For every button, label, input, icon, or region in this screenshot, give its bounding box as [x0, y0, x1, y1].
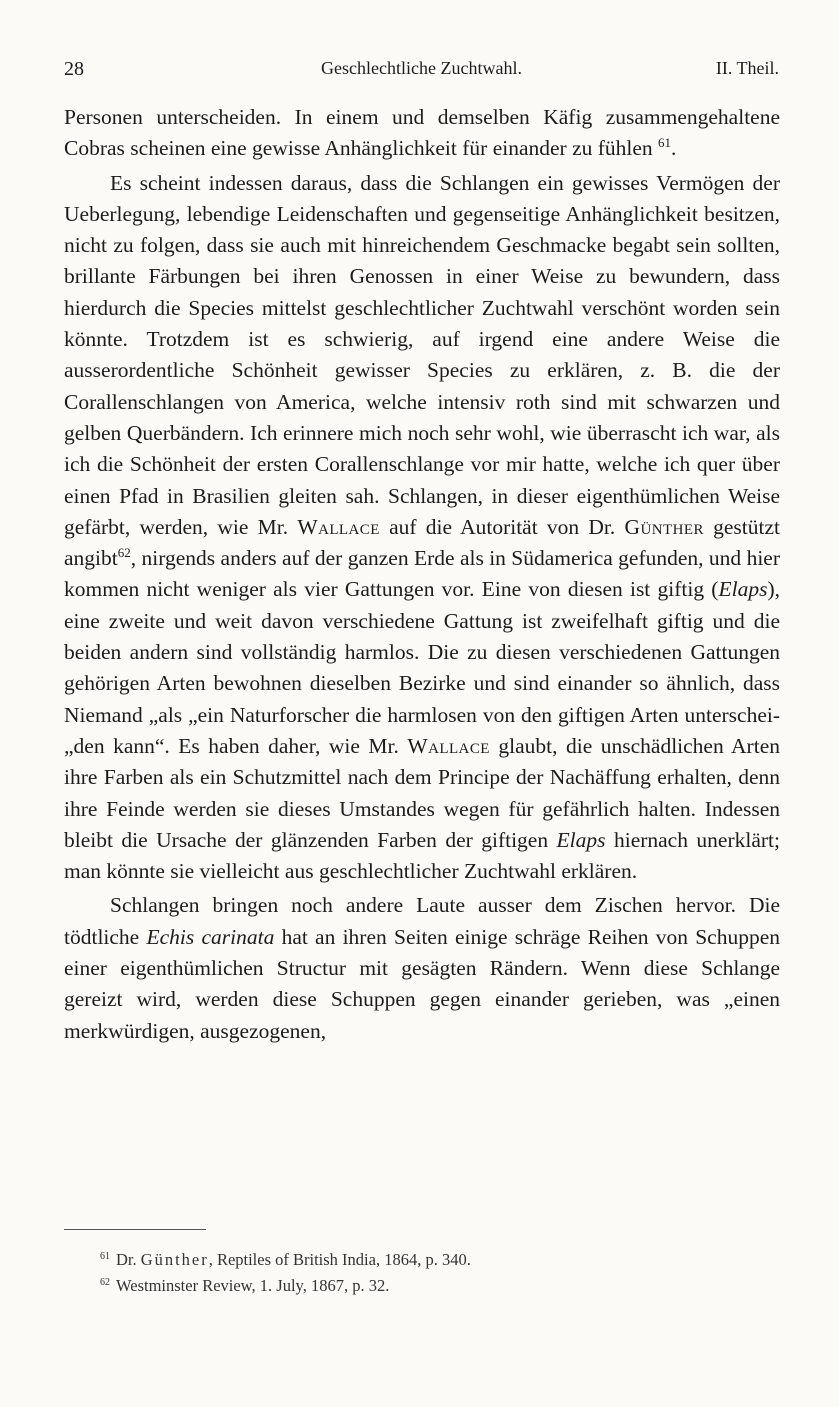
footnote-61: $^{61}$ Dr. Günther, Reptiles of British India, 1864, p. 340. [100, 1250, 471, 1269]
paragraph-1: Personen unterscheiden. In einem und demselben Käfig zusammengehaltene Cobras scheinen eine gewisse Anhänglichkeit für einander zu fühlen $^{61}$. [64, 105, 780, 161]
footnote-ref-62[interactable]: 62 [117, 545, 131, 561]
footnotes [100, 1247, 740, 1299]
species-name: Echis carinata [146, 924, 275, 949]
paragraph-3: Schlangen bringen noch andere Laute ausser dem Zischen hervor. Die tödtliche Echis carinata hat an ihren Seiten einige schräge Reihen von Schuppen einer eigenthümlichen Structur mit gesägten Rändern. Wenn diese Schlange gereizt wird, werden diese Schuppen gegen einander gerieben, was „einen merkwürdigen, ausgezogenen, [64, 893, 781, 1043]
footnote-divider [64, 1229, 206, 1230]
running-title: Geschlechtliche Zuchtwahl. [321, 58, 522, 78]
genus-name: Elaps [556, 827, 606, 852]
main-text [64, 102, 780, 1047]
author-name: Günther [624, 514, 704, 539]
footnote-author: Günther [140, 1250, 209, 1269]
paragraph-2: Es scheint indessen daraus, dass die Schlangen ein gewisses Vermögen der Ueberlegung, lebendige Leidenschaften und gegenseitige Anhänglichkeit besitzen, nicht zu folgen, dass sie auch mit hinreichendem Geschmacke begabt sein sollten, brillante Färbungen bei ihren Genossen in einer Weise zu bewundern, dass hierdurch die Species mittelst geschlechtlicher Zuchtwahl verschönt worden sein könnte. Trotzdem ist es schwierig, auf irgend eine andere Weise die ausserordentliche Schönheit gewisser Species zu erklären, z. B. die der Corallenschlangen von America, welche intensiv roth sind mit schwarzen und gelben Querbändern. Ich erinnere mich noch sehr wohl, wie überrascht ich war, als ich die Schönheit der ersten Corallenschlange vor mir hatte, welche ich quer über einen Pfad in Brasilien gleiten sah. Schlangen, in dieser eigenthümlichen Weise gefärbt, werden, wie Mr. Wallace auf die Autorität von Dr. Günther gestützt angibt$^{62}$, nirgends anders auf der ganzen Erde als in Südamerica gefunden, und hier kommen nicht weniger als vier Gattungen vor. Eine von diesen ist giftig (Elaps), eine zweite und weit davon verschiedene Gattung ist zweifelhaft giftig und die beiden andern sind vollständig harmlos. Die zu diesen verschiedenen Gattungen gehörigen Arten bewohnen dieselben Bezirke und sind einander so ähnlich, dass Niemand „als „ein Naturforscher die harmlosen von den giftigen Arten unterschei- „den kann“. Es haben daher, wie Mr. Wallace glaubt, die unschädlichen Arten ihre Farben als ein Schutzmittel nach dem Principe der Nachäffung erhalten, denn ihre Feinde werden sie dieses Umstandes wegen für gefährlich halten. Indessen bleibt die Ursache der glänzenden Farben der giftigen Elaps hiernach unerklärt; man könnte sie vielleicht aus geschlechtlicher Zuchtwahl erklären. [64, 170, 780, 884]
author-name: Wallace [297, 514, 380, 539]
part-label: II. Theil. [715, 58, 779, 78]
footnote-62: $^{62}$ Westminster Review, 1. July, 1867, p. 32. [100, 1276, 390, 1295]
page-number: 28 [64, 58, 84, 80]
author-name: Wallace [407, 733, 490, 758]
genus-name: Elaps [718, 577, 768, 602]
footnote-ref-61[interactable]: 61 [658, 135, 672, 151]
running-header [64, 58, 779, 86]
